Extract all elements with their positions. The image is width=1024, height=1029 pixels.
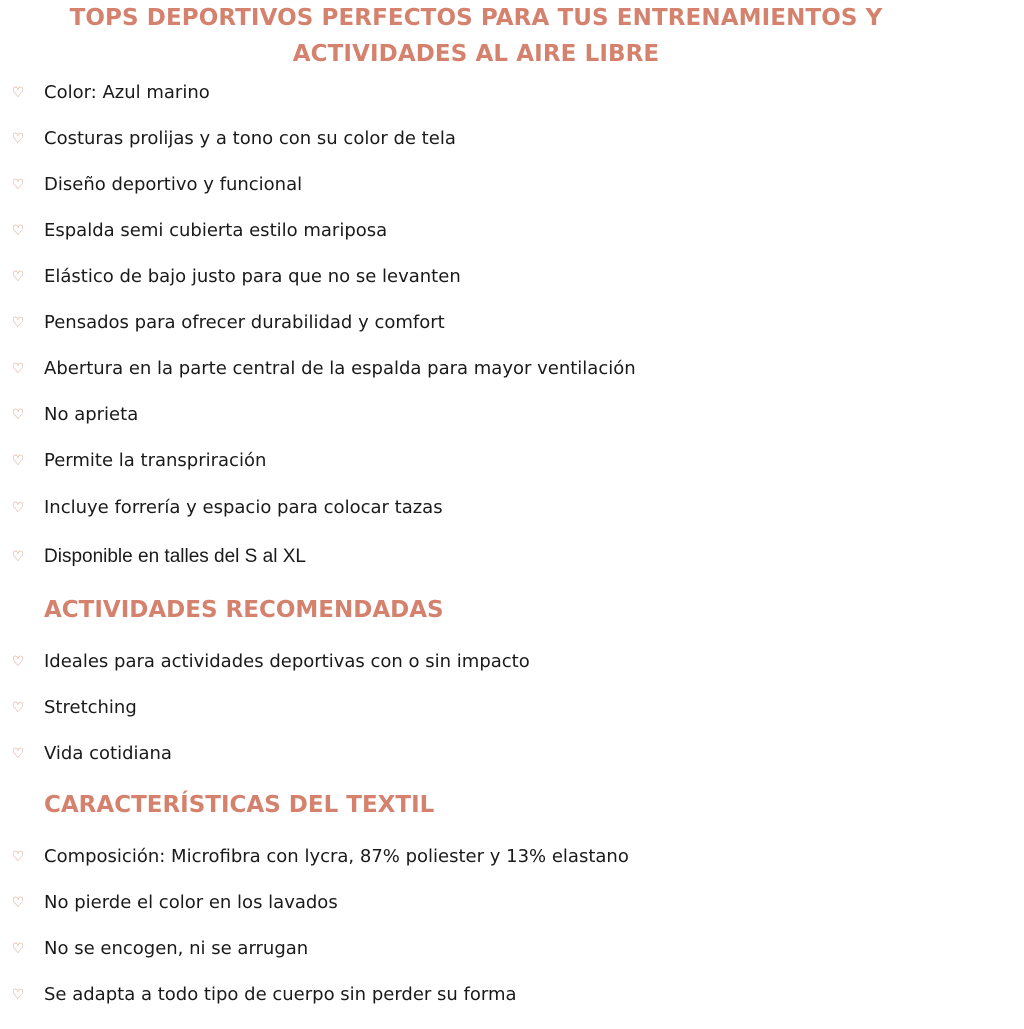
- heart-outline-icon: ♡: [11, 407, 25, 423]
- heart-outline-icon: ♡: [11, 500, 25, 516]
- textile-text: No se encogen, ni se arrugan: [44, 938, 309, 959]
- page-title-line-2: ACTIVIDADES AL AIRE LIBRE: [292, 41, 660, 67]
- activity-text: Vida cotidiana: [44, 743, 172, 764]
- heart-outline-icon: ♡: [11, 941, 25, 957]
- activity-text: Stretching: [44, 697, 137, 718]
- heart-outline-icon: ♡: [11, 746, 25, 762]
- feature-text: Pensados para ofrecer durabilidad y comfort: [44, 312, 445, 333]
- heart-outline-icon: ♡: [11, 269, 25, 285]
- feature-text: Espalda semi cubierta estilo mariposa: [44, 220, 388, 241]
- heart-outline-icon: ♡: [11, 549, 25, 565]
- activities-heading: ACTIVIDADES RECOMENDADAS: [44, 597, 444, 623]
- feature-text: Diseño deportivo y funcional: [44, 174, 303, 195]
- heart-outline-icon: ♡: [11, 849, 25, 865]
- textile-text: No pierde el color en los lavados: [44, 892, 338, 913]
- heart-outline-icon: ♡: [11, 85, 25, 101]
- textile-heading: CARACTERÍSTICAS DEL TEXTIL: [44, 792, 435, 818]
- heart-outline-icon: ♡: [11, 223, 25, 239]
- heart-outline-icon: ♡: [11, 361, 25, 377]
- page-title-line-1: TOPS DEPORTIVOS PERFECTOS PARA TUS ENTRENAMIENTOS Y: [69, 5, 883, 31]
- feature-text: Elástico de bajo justo para que no se levanten: [44, 266, 461, 287]
- heart-outline-icon: ♡: [11, 654, 25, 670]
- feature-text: Incluye forrería y espacio para colocar tazas: [44, 497, 443, 518]
- heart-outline-icon: ♡: [11, 700, 25, 716]
- heart-outline-icon: ♡: [11, 315, 25, 331]
- feature-text: Disponible en talles del S al XL: [44, 546, 306, 567]
- heart-outline-icon: ♡: [11, 895, 25, 911]
- textile-text: Composición: Microfibra con lycra, 87% poliester y 13% elastano: [44, 846, 629, 867]
- textile-text: Se adapta a todo tipo de cuerpo sin perder su forma: [44, 984, 517, 1005]
- feature-text: Color: Azul marino: [44, 82, 210, 103]
- feature-text: Abertura en la parte central de la espalda para mayor ventilación: [44, 358, 636, 379]
- heart-outline-icon: ♡: [11, 453, 25, 469]
- page-title: [0, 0, 952, 72]
- heart-outline-icon: ♡: [11, 177, 25, 193]
- activity-text: Ideales para actividades deportivas con o sin impacto: [44, 651, 530, 672]
- heart-outline-icon: ♡: [11, 131, 25, 147]
- feature-text: No aprieta: [44, 404, 139, 425]
- feature-text: Permite la transpriración: [44, 450, 267, 471]
- feature-text: Costuras prolijas y a tono con su color de tela: [44, 128, 456, 149]
- heart-outline-icon: ♡: [11, 987, 25, 1003]
